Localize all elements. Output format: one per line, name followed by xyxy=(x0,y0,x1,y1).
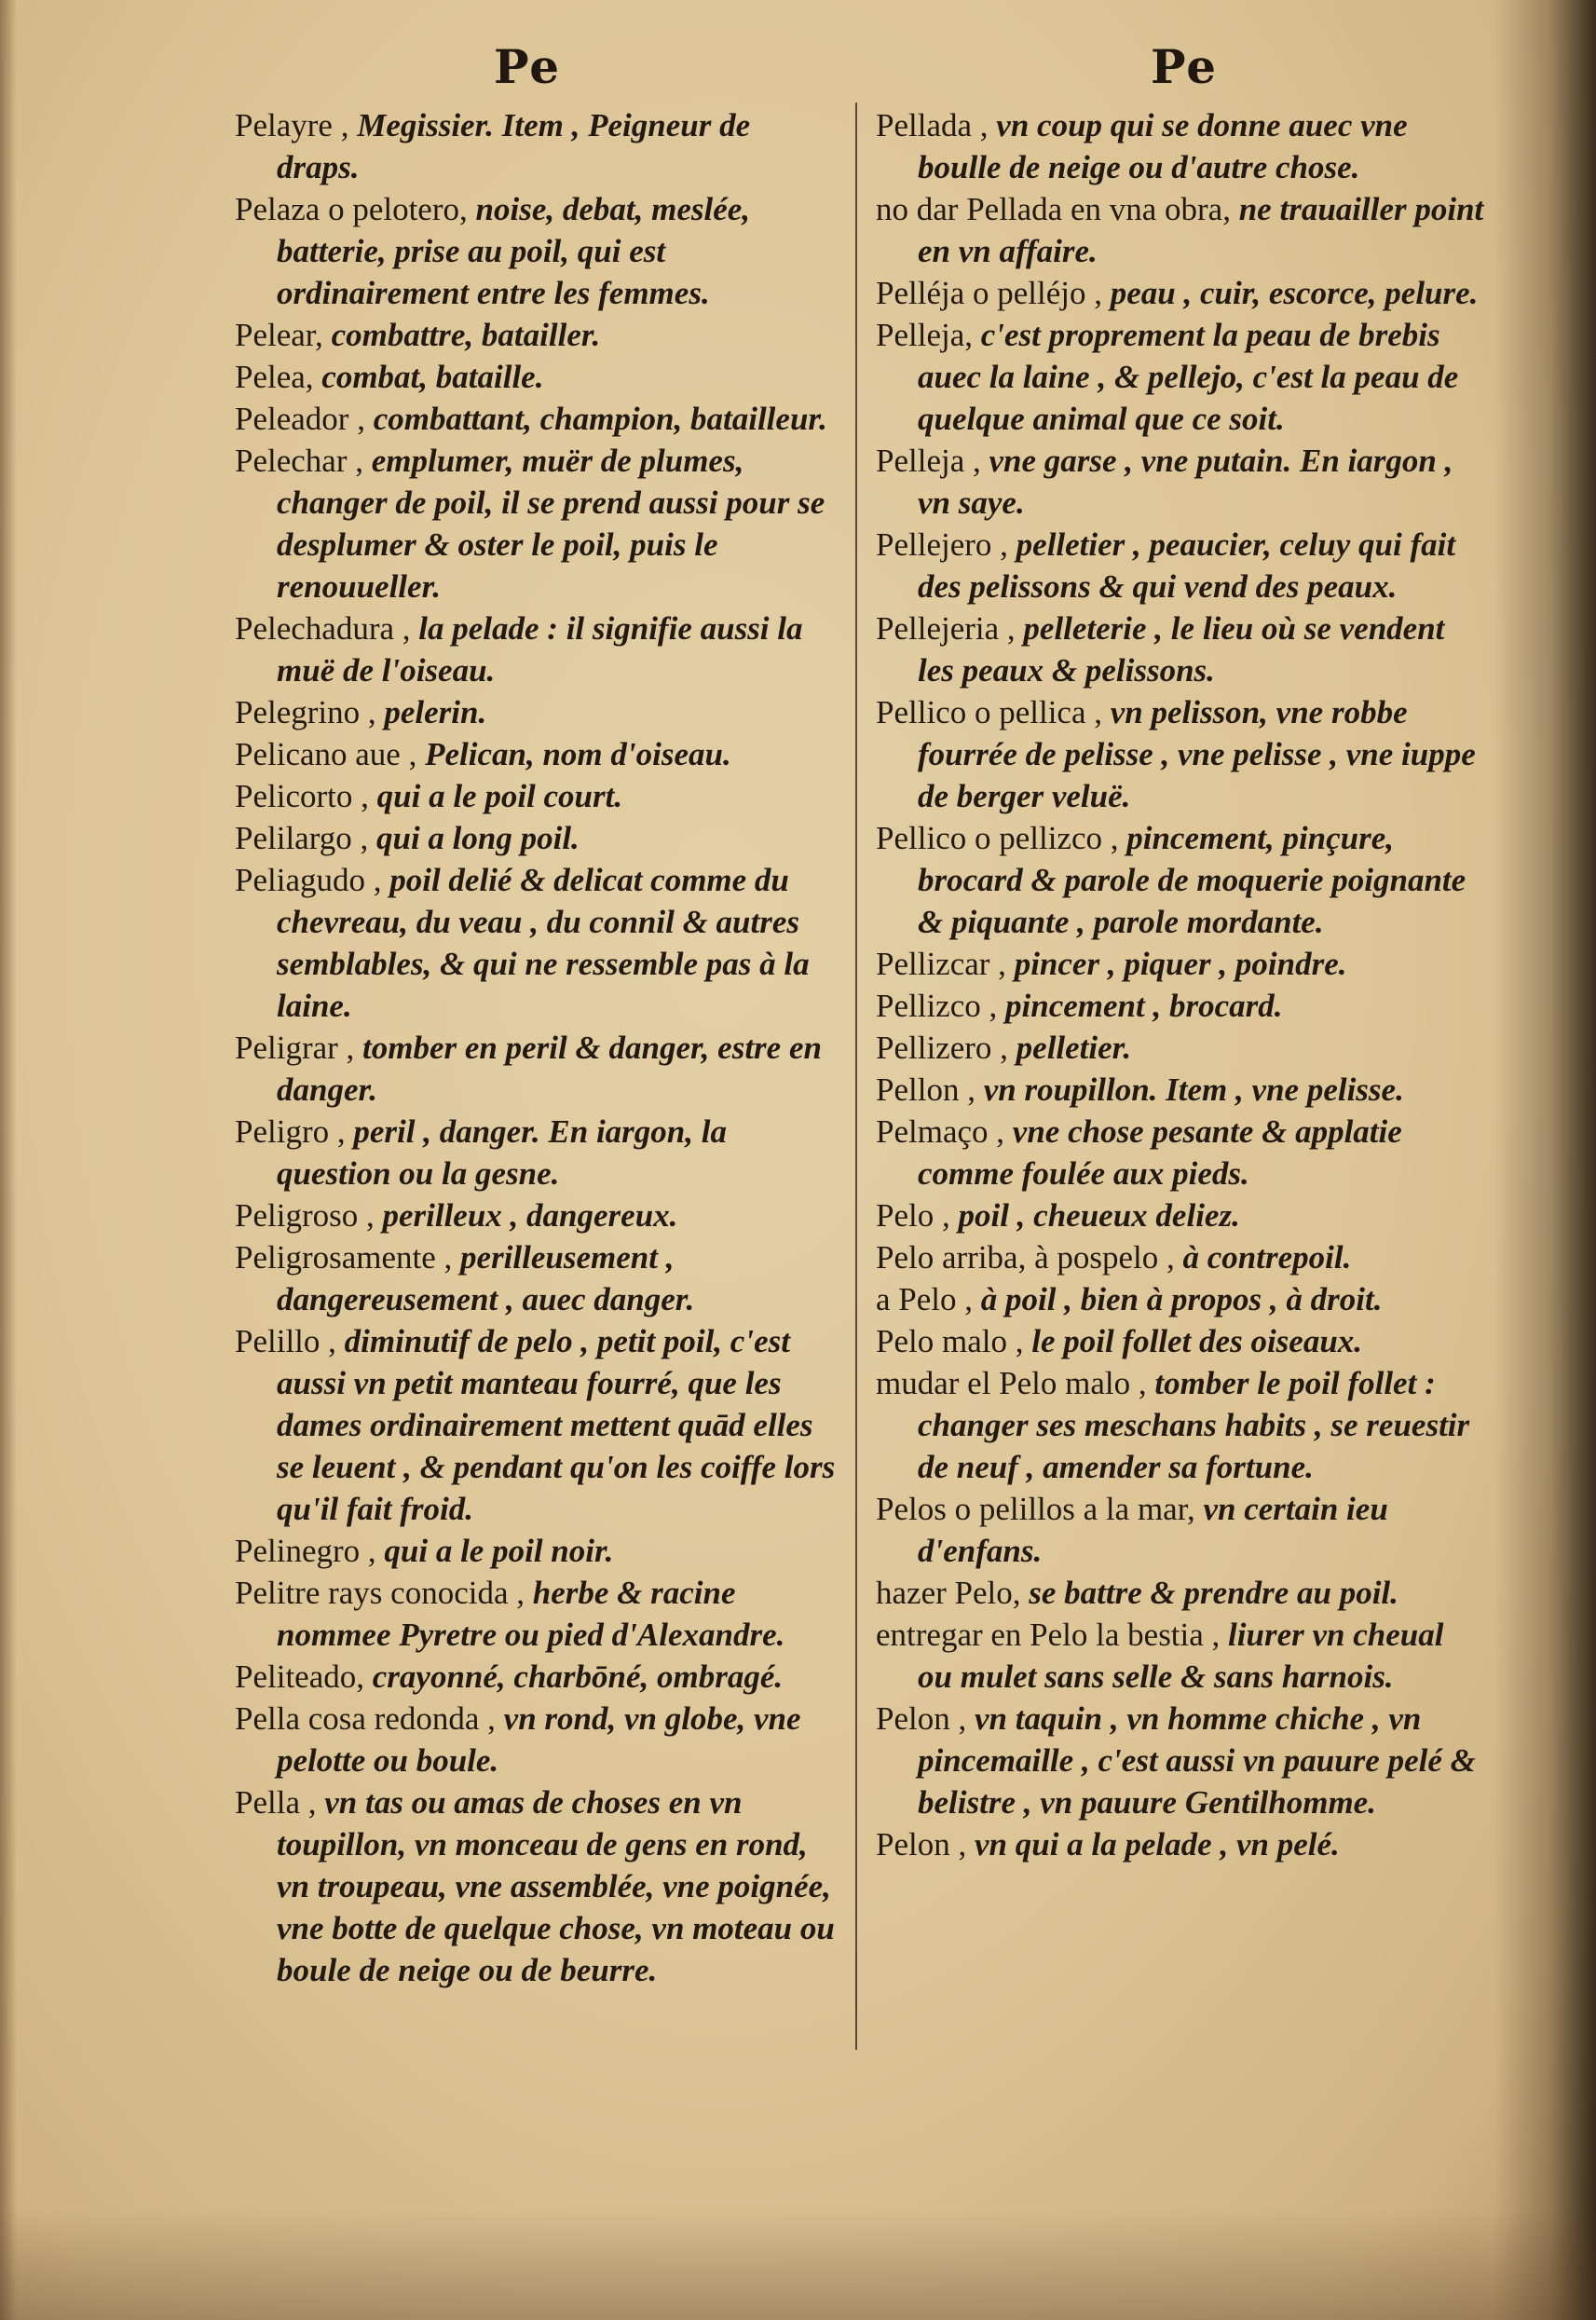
entry-definition: pincement , brocard. xyxy=(1005,988,1283,1024)
dictionary-entry xyxy=(235,1236,836,1320)
dictionary-entry xyxy=(235,1656,836,1698)
entry-definition: c'est proprement la peau de brebis auec la laine , & pellejo, c'est la peau de quelque animal que ce soit. xyxy=(918,317,1459,437)
entry-headword: Pelaza o pelotero, xyxy=(235,191,468,227)
dictionary-entry xyxy=(235,398,836,440)
entry-headword: Peligro , xyxy=(235,1113,346,1150)
dictionary-entry xyxy=(235,314,836,356)
entry-headword: Pelléja o pelléjo , xyxy=(876,275,1102,311)
running-header-left: Pe xyxy=(494,39,562,94)
entry-headword: Pella cosa redonda , xyxy=(235,1700,496,1737)
entry-headword: entregar en Pelo la bestia , xyxy=(876,1617,1221,1653)
dictionary-entry xyxy=(876,1572,1486,1614)
dictionary-entry xyxy=(235,817,836,859)
entry-definition: se battre & prendre au poil. xyxy=(1029,1575,1398,1611)
dictionary-entry xyxy=(235,1698,836,1781)
entry-definition: poil delié & delicat comme du chevreau, du veau , du connil & autres semblables, & qui ne ressemble pas à la laine. xyxy=(277,862,810,1024)
entry-definition: herbe & racine nommee Pyretre ou pied d'Alexandre. xyxy=(277,1575,785,1653)
dictionary-entry xyxy=(876,314,1486,440)
entry-headword: Pelo malo , xyxy=(876,1323,1024,1359)
entry-headword: Pelayre , xyxy=(235,107,349,143)
entry-definition: noise, debat, meslée, batterie, prise au poil, qui est ordinairement entre les femmes. xyxy=(277,191,751,311)
dictionary-entry xyxy=(235,775,836,817)
entry-definition: combat, bataille. xyxy=(321,359,544,395)
dictionary-entry xyxy=(235,188,836,314)
entry-definition: à contrepoil. xyxy=(1182,1239,1352,1276)
entry-definition: peril , danger. En iargon, la question ou la gesne. xyxy=(277,1113,727,1192)
entry-definition: qui a long poil. xyxy=(375,820,580,856)
dictionary-entry xyxy=(876,1194,1486,1236)
dictionary-entry xyxy=(876,1698,1486,1823)
entry-definition: vne garse , vne putain. En iargon , vn saye. xyxy=(918,443,1453,521)
left-column xyxy=(235,104,836,1991)
entry-definition: combattant, champion, batailleur. xyxy=(373,401,827,437)
dictionary-entry xyxy=(235,1111,836,1194)
entry-headword: Pelmaço , xyxy=(876,1113,1005,1150)
entry-definition: perilleusement , dangereusement , auec danger. xyxy=(277,1239,695,1317)
entry-headword: Pelleja , xyxy=(876,443,981,479)
entry-headword: Pelear, xyxy=(235,317,323,353)
entry-definition: poil , cheueux deliez. xyxy=(958,1197,1240,1234)
entry-headword: Pellejero , xyxy=(876,526,1008,563)
dictionary-entry xyxy=(876,1614,1486,1698)
dictionary-entry xyxy=(235,1027,836,1111)
dictionary-entry xyxy=(876,817,1486,943)
page-left-edge xyxy=(0,0,17,2320)
entry-definition: emplumer, muër de plumes, changer de poil, il se prend aussi pour se desplumer & oster le poil, puis le renouueller. xyxy=(277,443,825,605)
entry-headword: Pellejeria , xyxy=(876,610,1016,647)
dictionary-entry xyxy=(235,356,836,398)
entry-definition: vn rond, vn globe, vne pelotte ou boule. xyxy=(277,1700,801,1779)
dictionary-entry xyxy=(876,524,1486,607)
entry-definition: pelletier. xyxy=(1016,1030,1132,1066)
entry-headword: Peligrar , xyxy=(235,1030,355,1066)
dictionary-entry xyxy=(876,1320,1486,1362)
dictionary-entry xyxy=(876,188,1486,272)
entry-headword: Pelicorto , xyxy=(235,778,369,814)
entry-definition: qui a le poil noir. xyxy=(384,1533,614,1569)
entry-definition: diminutif de pelo , petit poil, c'est aussi vn petit manteau fourré, que les dames ordinairement mettent quād elles se leuent , & pendant qu'on les coiffe lors qu'il fait froid. xyxy=(277,1323,836,1527)
right-column xyxy=(876,104,1486,1865)
entry-definition: Megissier. Item , Peigneur de draps. xyxy=(277,107,751,185)
dictionary-entry xyxy=(876,691,1486,817)
entry-definition: vn qui a la pelade , vn pelé. xyxy=(974,1826,1340,1863)
entry-headword: Pellizcar , xyxy=(876,946,1006,982)
entry-headword: a Pelo , xyxy=(876,1281,974,1317)
entry-headword: mudar el Pelo malo , xyxy=(876,1365,1147,1401)
entry-definition: liurer vn cheual ou mulet sans selle & sans harnois. xyxy=(918,1617,1444,1695)
spine-shadow xyxy=(1494,0,1596,2320)
entry-definition: à poil , bien à propos , à droit. xyxy=(980,1281,1383,1317)
dictionary-entry xyxy=(235,1572,836,1656)
entry-headword: Pelea, xyxy=(235,359,314,395)
entry-headword: Peligroso , xyxy=(235,1197,375,1234)
entry-headword: Pelo arriba, à pospelo , xyxy=(876,1239,1175,1276)
dictionary-entry xyxy=(235,733,836,775)
entry-headword: Pelechadura , xyxy=(235,610,411,647)
dictionary-entry xyxy=(876,1027,1486,1069)
entry-headword: Pellico o pellizco , xyxy=(876,820,1119,856)
entry-definition: vne chose pesante & applatie comme foulée aux pieds. xyxy=(918,1113,1402,1192)
entry-headword: Peliagudo , xyxy=(235,862,382,898)
entry-headword: hazer Pelo, xyxy=(876,1575,1021,1611)
entry-headword: Pelos o pelillos a la mar, xyxy=(876,1491,1195,1527)
entry-headword: Pella , xyxy=(235,1784,317,1821)
entry-definition: tomber le poil follet : changer ses meschans habits , se reuestir de neuf , amender sa fortune. xyxy=(918,1365,1470,1485)
entry-headword: Pellico o pellica , xyxy=(876,694,1102,730)
dictionary-entry xyxy=(876,104,1486,188)
dictionary-entry xyxy=(876,1236,1486,1278)
entry-headword: Pelitre rays conocida , xyxy=(235,1575,525,1611)
dictionary-entry xyxy=(235,1194,836,1236)
entry-definition: tomber en peril & danger, estre en danger. xyxy=(277,1030,822,1108)
entry-definition: pelleterie , le lieu où se vendent les peaux & pelissons. xyxy=(918,610,1445,689)
entry-definition: qui a le poil court. xyxy=(376,778,623,814)
dictionary-entry xyxy=(235,607,836,691)
running-header-right: Pe xyxy=(1151,39,1219,94)
entry-definition: perilleux , dangereux. xyxy=(382,1197,678,1234)
entry-headword: Pelillo , xyxy=(235,1323,336,1359)
entry-headword: Pelon , xyxy=(876,1700,967,1737)
dictionary-entry xyxy=(876,607,1486,691)
entry-definition: le poil follet des oiseaux. xyxy=(1031,1323,1363,1359)
entry-definition: vn roupillon. Item , vne pelisse. xyxy=(983,1071,1404,1108)
entry-definition: Pelican, nom d'oiseau. xyxy=(425,736,731,772)
dictionary-entry xyxy=(876,272,1486,314)
entry-headword: Pelilargo , xyxy=(235,820,369,856)
entry-definition: crayonné, charbōné, ombragé. xyxy=(372,1658,784,1695)
column-divider xyxy=(855,102,857,2050)
entry-headword: Pellon , xyxy=(876,1071,975,1108)
dictionary-entry xyxy=(876,943,1486,985)
dictionary-entry xyxy=(235,1320,836,1530)
entry-headword: Peliteado, xyxy=(235,1658,364,1695)
entry-headword: Peligrosamente , xyxy=(235,1239,453,1276)
bottom-shade xyxy=(0,2208,1596,2320)
entry-headword: Pellada , xyxy=(876,107,989,143)
entry-headword: Pelicano aue , xyxy=(235,736,417,772)
entry-definition: vn certain ieu d'enfans. xyxy=(918,1491,1388,1569)
entry-definition: vn tas ou amas de choses en vn toupillon, vn monceau de gens en rond, vn troupeau, vne assemblée, vne poignée, vne botte de quelque chose, vn moteau ou boule de neige ou de beurre. xyxy=(277,1784,835,1988)
entry-definition: pincer , piquer , poindre. xyxy=(1014,946,1347,982)
dictionary-entry xyxy=(235,691,836,733)
entry-headword: Pellizero , xyxy=(876,1030,1008,1066)
dictionary-entry xyxy=(876,1488,1486,1572)
entry-definition: la pelade : il signifie aussi la muë de l'oiseau. xyxy=(277,610,803,689)
dictionary-entry xyxy=(876,1362,1486,1488)
dictionary-entry xyxy=(876,1278,1486,1320)
dictionary-entry xyxy=(876,985,1486,1027)
entry-headword: Pelo , xyxy=(876,1197,950,1234)
entry-headword: Pelechar , xyxy=(235,443,363,479)
entry-definition: peau , cuir, escorce, pelure. xyxy=(1110,275,1479,311)
entry-definition: pincement, pinçure, brocard & parole de moquerie poignante & piquante , parole mordante. xyxy=(918,820,1466,940)
entry-headword: no dar Pellada en vna obra, xyxy=(876,191,1231,227)
dictionary-entry xyxy=(235,1530,836,1572)
dictionary-entry xyxy=(235,104,836,188)
entry-headword: Pelegrino , xyxy=(235,694,376,730)
dictionary-entry xyxy=(876,440,1486,524)
entry-headword: Pelon , xyxy=(876,1826,967,1863)
dictionary-entry xyxy=(235,859,836,1027)
dictionary-entry xyxy=(876,1823,1486,1865)
entry-definition: vn pelisson, vne robbe fourrée de pelisse , vne pelisse , vne iuppe de berger veluë. xyxy=(918,694,1476,814)
dictionary-entry xyxy=(235,1781,836,1991)
entry-definition: pelletier , peaucier, celuy qui fait des pelissons & qui vend des peaux. xyxy=(918,526,1456,605)
entry-headword: Pellizco , xyxy=(876,988,998,1024)
dictionary-entry xyxy=(235,440,836,607)
entry-headword: Pelinegro , xyxy=(235,1533,376,1569)
entry-definition: ne trauailler point en vn affaire. xyxy=(918,191,1484,269)
dictionary-entry xyxy=(876,1111,1486,1194)
dictionary-entry xyxy=(876,1069,1486,1111)
entry-definition: vn coup qui se donne auec vne boulle de neige ou d'autre chose. xyxy=(918,107,1408,185)
entry-definition: combattre, batailler. xyxy=(331,317,601,353)
entry-definition: pelerin. xyxy=(384,694,487,730)
entry-headword: Peleador , xyxy=(235,401,365,437)
entry-definition: vn taquin , vn homme chiche , vn pincemaille , c'est aussi vn pauure pelé & belistre , vn pauure Gentilhomme. xyxy=(918,1700,1476,1821)
entry-headword: Pelleja, xyxy=(876,317,973,353)
